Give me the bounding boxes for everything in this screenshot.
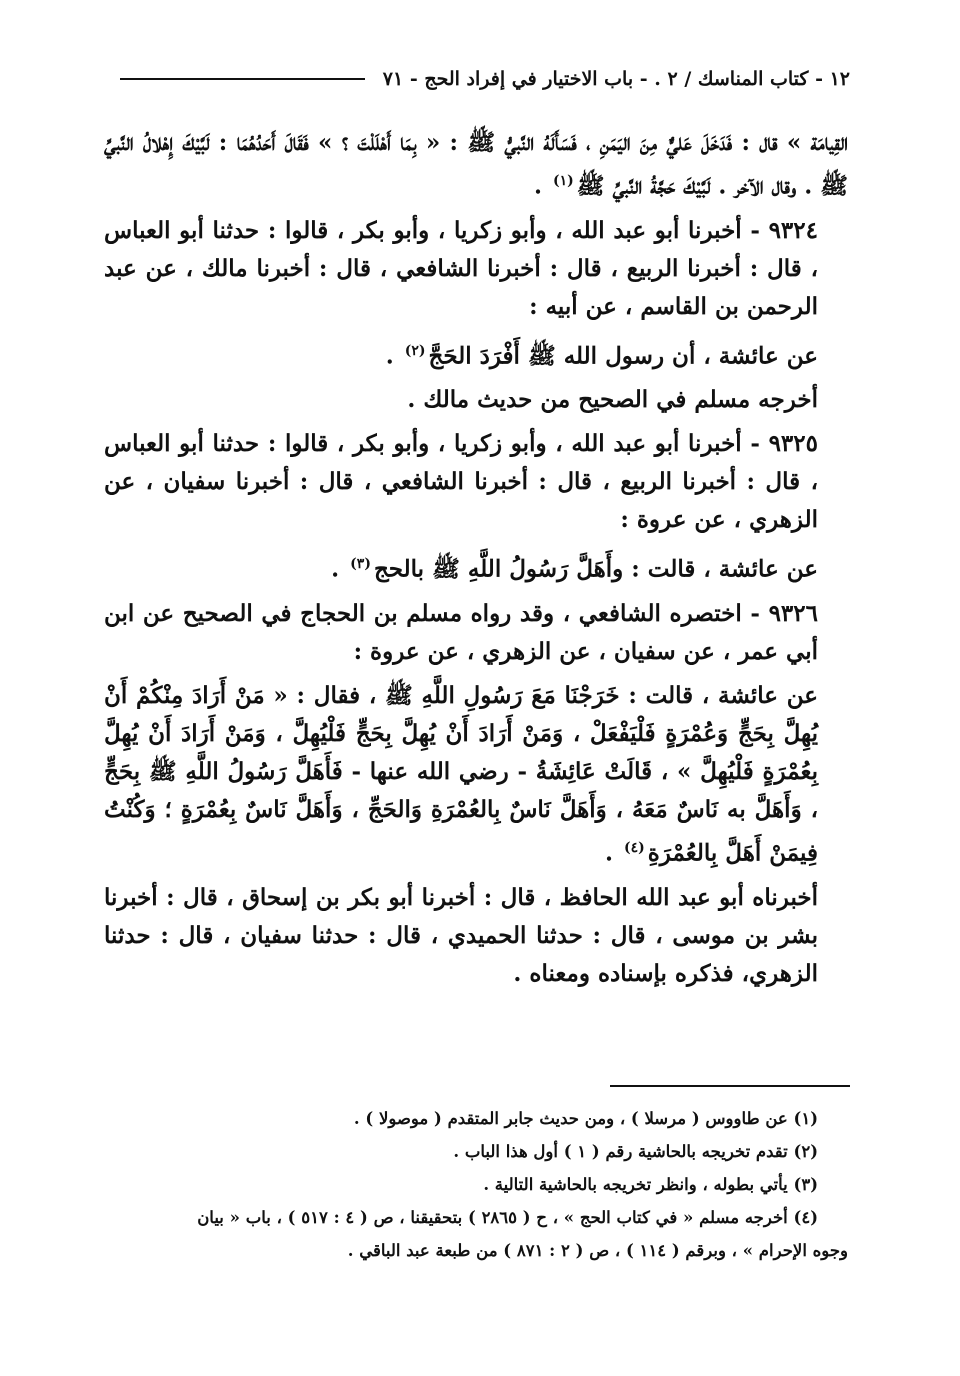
hadith-9324-matn: عن عائشة ، أن رسول الله ﷺ أَفْرَدَ الحَجَّ$^{(٢)}$ .	[385, 342, 818, 370]
paragraph-continuation: القِيامَة » قال : فَدَخَلَ عَليٌّ مِنَ اليَمَنِ ، فَسَأَلَهُ النَّبيُّ ﷺ : « بِمَا أَهْلَلْتَ ؟ » فَقَالَ أَحَدُهُمَا : لَبَّيْكَ إِهْلالُ النَّبيِّ ﷺ . وقال الآخر . لَبَّيْكَ حَجَّةُ النَّبيِّ ﷺ$^{(١)}$ .	[104, 129, 848, 200]
footnote-2: (٢) تقدم تخريجه بالحاشية رقم ( ١ ) أول هذا الباب .	[453, 1142, 818, 1161]
hadith-9324-isnad: ٩٣٢٤ - أخبرنا أبو عبد الله ، وأبو زكريا ، وأبو بكر ، قالوا : حدثنا أبو العباس ، قال : أخبرنا الربيع ، قال : أخبرنا الشافعي ، قال : أخبرنا مالك ، عن عبد الرحمن بن القاسم ، عن أبيه :	[104, 216, 818, 320]
hadith-9326-second-isnad: أخبرناه أبو عبد الله الحافظ ، قال : أخبرنا أبو بكر بن إسحاق ، قال : أخبرنا بشر بن موسى ، قال : حدثنا الحميدي ، قال : حدثنا سفيان ، قال : حدثنا الزهري، فذكره بإسناده ومعناه .	[104, 883, 818, 987]
hadith-9324-takhrij: أخرجه مسلم في الصحيح من حديث مالك .	[407, 386, 818, 414]
main-text	[104, 124, 848, 999]
footnote-4-continuation: وجوه الإحرام » ، وبرقم ( ١١٤ ) ، ص ( ٢ : ٨٧١ ) من طبعة عبد الباقي .	[347, 1241, 848, 1260]
hadith-9325-isnad: ٩٣٢٥ - أخبرنا أبو عبد الله ، وأبو زكريا ، وأبو بكر ، قالوا : حدثنا أبو العباس ، قال : أخبرنا الربيع ، قال : أخبرنا الشافعي ، قال : أخبرنا سفيان ، عن الزهري ، عن عروة :	[104, 430, 818, 534]
footnote-ref-3: (٣)	[350, 556, 371, 573]
hadith-9326-isnad: ٩٣٢٦ - اختصره الشافعي ، وقد رواه مسلم بن الحجاج في الصحيح عن ابن أبي عمر ، عن سفيان ، عن الزهري ، عن عروة :	[104, 599, 818, 665]
running-header	[120, 62, 850, 96]
footnote-4: (٤) أخرجه مسلم « في كتاب الحج » ، ح ( ٢٨٦٥ ) بتحقيقنا ، ص ( ٤ : ٥١٧ ) ، باب « بيان	[197, 1208, 818, 1227]
hadith-9326-matn: عن عائشة ، قالت : خَرَجْنَا مَعَ رَسُولِ اللَّهِ ﷺ ، فقال : « مَنْ أَرَادَ مِنْكُمْ أَنْ يُهِلَّ بِحَجٍّ وَعُمْرَةٍ فَلْيَفْعَلْ ، وَمَنْ أَرَادَ أَنْ يُهِلَّ بِحَجٍّ فَلْيُهِلَّ ، وَمَنْ أَرَادَ أَنْ يُهِلَّ بِعُمْرَةٍ فَلْيُهِلَّ » ، قَالَتْ عَائِشَةُ - رضي الله عنها - فَأَهَلَّ رَسُولُ اللَّهِ ﷺ بِحَجٍّ ، وَأَهَلَّ به نَاسٌ مَعَهُ ، وَأَهَلَّ نَاسٌ بِالعُمْرَةِ وَالحَجِّ ، وَأَهَلَّ نَاسٌ بِعُمْرَةٍ ؛ وَكُنْتُ فِيمَنْ أَهَلَّ بِالعُمْرَةِ$^{(٤)}$ .	[104, 681, 818, 867]
footnote-separator	[610, 1085, 850, 1087]
footnote-1: (١) عن طاووس ( مرسلا ) ، ومن حديث جابر المتقدم ( موصولا ) .	[353, 1109, 818, 1128]
hadith-9325-matn: عن عائشة ، قالت : وأَهَلَّ رَسُولُ اللَّهِ ﷺ بالحج$^{(٣)}$ .	[331, 555, 818, 583]
footnote-ref-4: (٤)	[623, 839, 645, 856]
header-rule	[120, 78, 365, 80]
footnotes	[104, 1102, 848, 1267]
footnote-ref-1: (١)	[553, 173, 574, 189]
footnote-ref-2: (٢)	[404, 342, 426, 359]
header-title: ١٢ - كتاب المناسك / ٢ . - باب الاختيار في إفراد الحج - ٧١	[382, 68, 850, 90]
footnote-3: (٣) يأتي بطوله ، وانظر تخريجه بالحاشية التالية .	[483, 1175, 818, 1194]
